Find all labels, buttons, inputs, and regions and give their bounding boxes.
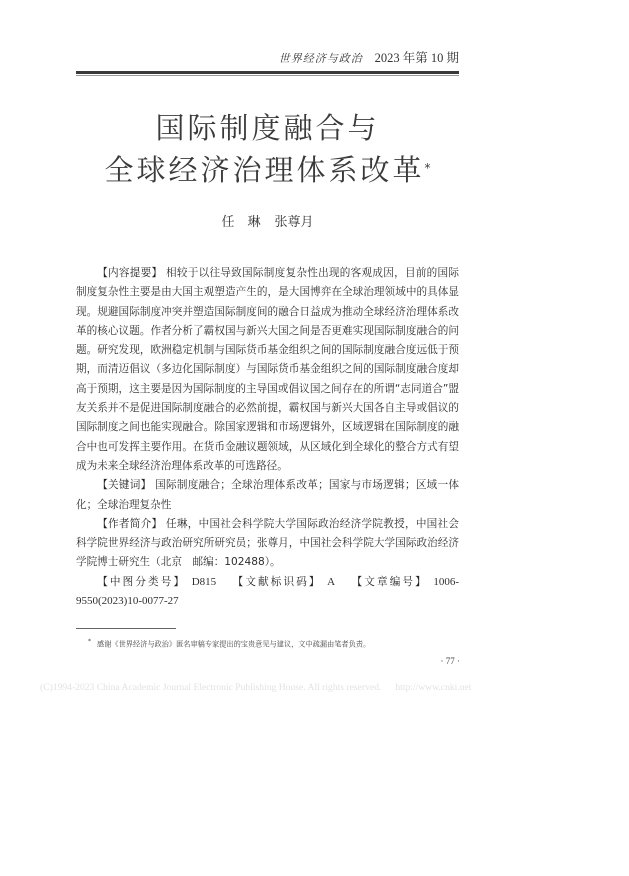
title-line-1: 国际制度融合与 — [155, 111, 380, 145]
journal-name: 世界经济与政治 — [278, 52, 363, 65]
article-no-label: 【文章编号】 — [351, 575, 428, 588]
classification-paragraph — [76, 573, 459, 612]
footnote-mark: * — [88, 638, 91, 645]
author-2: 张尊月 — [274, 215, 314, 230]
title-line-2 — [76, 150, 459, 190]
author-bio-paragraph — [76, 515, 459, 573]
title-line-2-text: 全球经济治理体系改革 — [104, 153, 425, 187]
page-number: · 77 · — [440, 656, 460, 666]
header-rule-thick — [76, 71, 459, 74]
header-rule-thin — [76, 75, 459, 76]
clc-label: 【中图分类号】 — [97, 575, 187, 588]
front-matter — [76, 264, 459, 611]
running-header — [76, 48, 459, 68]
keywords-text: 国际制度融合；全球治理体系改革；国家与市场逻辑；区域一体化；全球治理复杂性 — [76, 479, 459, 511]
abstract-paragraph — [76, 264, 459, 476]
copyright-text: (C)1994-2023 China Academic Journal Electronic Publishing House. All rights reserved. — [40, 682, 382, 693]
footnote-rule — [76, 628, 176, 629]
footnote — [88, 636, 458, 650]
article-title — [76, 108, 459, 190]
keywords-paragraph — [76, 476, 459, 515]
doc-code-label: 【文献标识码】 — [232, 575, 322, 588]
author-bio-label: 【作者简介】 — [97, 517, 163, 530]
doc-code-value: A — [327, 575, 336, 588]
footnote-text: 感谢《世界经济与政治》匿名审稿专家提出的宝贵意见与建议，文中疏漏由笔者负责。 — [97, 639, 371, 649]
abstract-label: 【内容提要】 — [97, 267, 163, 279]
copyright-watermark — [40, 681, 570, 695]
title-footnote-mark: * — [424, 161, 431, 175]
article-no-value: 1006-9550(2023)10-0077-27 — [76, 575, 460, 608]
abstract-text: 相较于以往导致国际制度复杂性出现的客观成因，目前的国际制度复杂性主要是由大国主观塑造产生的，是大国博弈在全球治理领域中的具体显现。规避国际制度冲突并塑造国际制度间的融合日益成为推动全球经济治理体系改革的核心议题。作者分析了霸权国与新兴大国之间是否更难实现国际制度融合的问题。研究发现，欧洲稳定机制与国际货币基金组织之间的国际制度融合度远低于预期，而清迈倡议（多边化国际制度）与国际货币基金组织之间的国际制度融合度却高于预期，这主要是因为国际制度的主导国或倡议国之间存在的所谓“志同道合”盟友关系并不是促进国际制度融合的必然前提，霸权国与新兴大国各自主导或倡议的国际制度之间也能实现融合。除国家逻辑和市场逻辑外，区域逻辑在国际制度的融合中也可发挥主要作用。在货币金融议题领域，从区域化到全球化的整合方式有望成为未来全球经济治理体系改革的可选路径。 — [76, 267, 459, 472]
author-1: 任 琳 — [221, 215, 261, 230]
keywords-label: 【关键词】 — [97, 479, 152, 492]
author-bio-text: 任琳，中国社会科学院大学国际政治经济学院教授，中国社会科学院世界经济与政治研究所研究员；张尊月，中国社会科学院大学国际政治经济学院博士研究生（北京 邮编：102488）。 — [76, 517, 459, 569]
author-line — [76, 214, 459, 232]
copyright-url: http://www.cnki.net — [395, 682, 472, 693]
clc-value: D815 — [191, 575, 217, 588]
issue-label: 2023 年第 10 期 — [374, 51, 459, 65]
